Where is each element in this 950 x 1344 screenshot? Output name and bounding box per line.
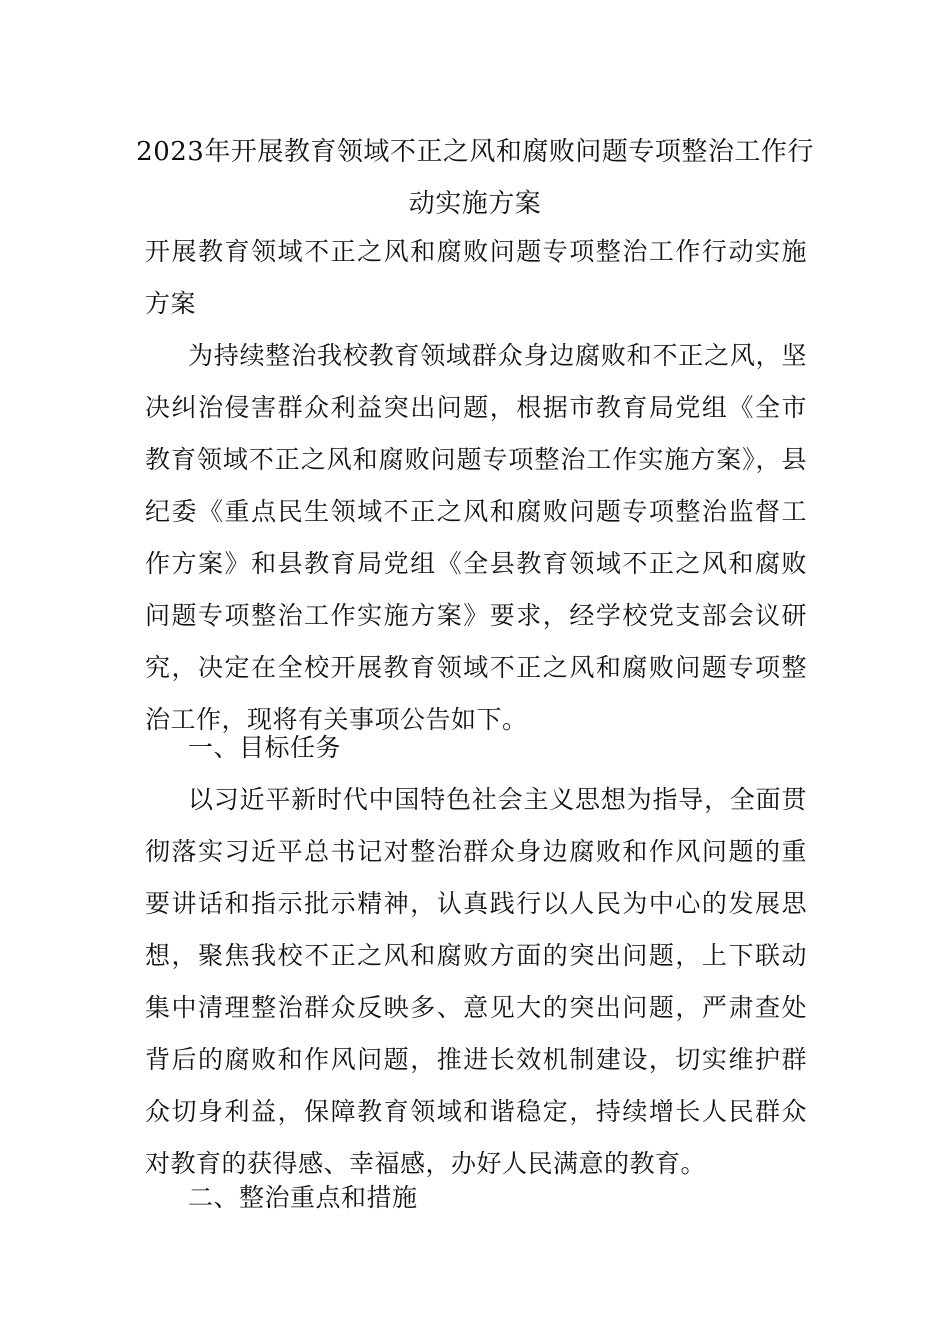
document-title: 2023年开展教育领域不正之风和腐败问题专项整治工作行动实施方案: [136, 137, 814, 219]
section-heading-goals: 一、目标任务: [188, 733, 342, 762]
section-heading-measures: 二、整治重点和措施: [188, 1183, 418, 1212]
goals-paragraph: 以习近平新时代中国特色社会主义思想为指导，全面贯彻落实习近平总书记对整治群众身边腐败和作风问题的重要讲话和指示批示精神，认真践行以人民为中心的发展思想，聚焦我校不正之风和腐败方面的突出问题，上下联动集中清理整治群众反映多、意见大的突出问题，严肃查处背后的腐败和作风问题，推进长效机制建设，切实维护群众切身利益，保障教育领域和谐稳定，持续增长人民群众对教育的获得感、幸福感，办好人民满意的教育。: [145, 785, 807, 1178]
intro-paragraph: 为持续整治我校教育领域群众身边腐败和不正之风，坚决纠治侵害群众利益突出问题，根据市教育局党组《全市教育领域不正之风和腐败问题专项整治工作实施方案》，县纪委《重点民生领域不正之风和腐败问题专项整治监督工作方案》和县教育局党组《全县教育领域不正之风和腐败问题专项整治工作实施方案》要求，经学校党支部会议研究，决定在全校开展教育领域不正之风和腐败问题专项整治工作，现将有关事项公告如下。: [145, 341, 807, 734]
document-subtitle: 开展教育领域不正之风和腐败问题专项整治工作行动实施方案: [145, 237, 807, 318]
